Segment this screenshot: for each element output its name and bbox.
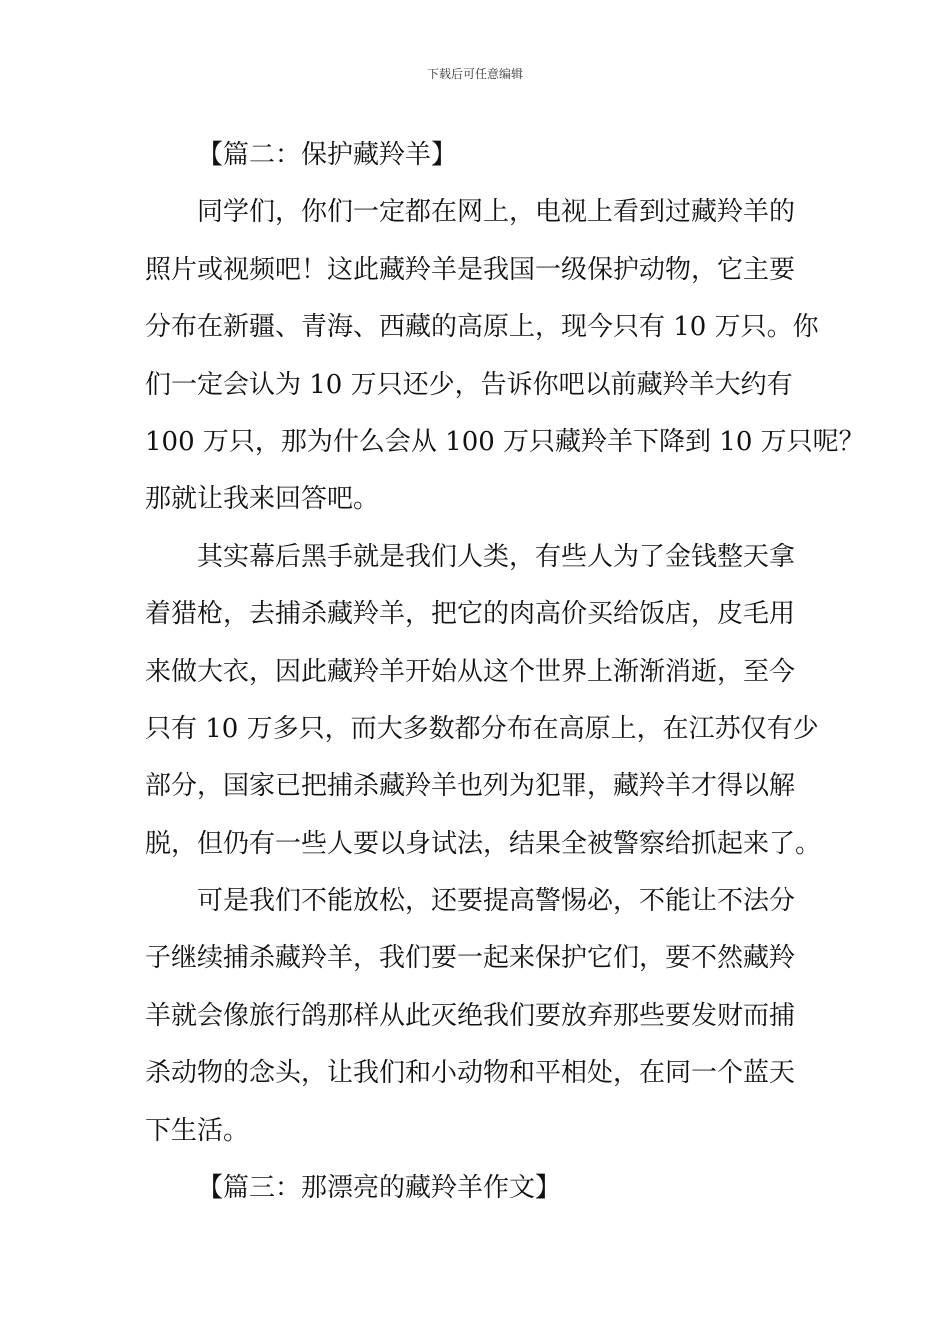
paragraph-line: 同学们，你们一定都在网上，电视上看到过藏羚羊的 (197, 197, 796, 228)
paragraph-line: 杀动物的念头，让我们和小动物和平相处，在同一个蓝天 (145, 1058, 796, 1089)
paragraph-line: 羊就会像旅行鸽那样从此灭绝我们要放弃那些要发财而捕 (145, 1000, 796, 1031)
paragraph-line: 们一定会认为 10 万只还少，告诉你吧以前藏羚羊大约有 (145, 369, 793, 400)
paragraph-line: 着猎枪，去捕杀藏羚羊，把它的肉高价买给饭店，皮毛用 (145, 599, 796, 630)
document-body (145, 127, 865, 1217)
paragraph-line: 可是我们不能放松，还要提高警惕必，不能让不法分 (197, 886, 796, 917)
paragraph-line: 脱，但仍有一些人要以身试法，结果全被警察给抓起来了。 (145, 828, 822, 859)
paragraph-line: 部分，国家已把捕杀藏羚羊也列为犯罪，藏羚羊才得以解 (145, 771, 796, 802)
paragraph-line: 只有 10 万多只，而大多数都分布在高原上，在江苏仅有少 (145, 713, 819, 744)
section-heading: 【篇二：保护藏羚羊】 (197, 140, 458, 170)
section-heading: 【篇三：那漂亮的藏羚羊作文】 (197, 1173, 562, 1204)
paragraph-line: 子继续捕杀藏羚羊，我们要一起来保护它们，要不然藏羚 (145, 943, 796, 974)
page-header-note: 下载后可任意编辑 (426, 67, 523, 81)
paragraph-line: 分布在新疆、青海、西藏的高原上，现今只有 10 万只。你 (145, 312, 819, 343)
paragraph-line: 那就让我来回答吧。 (145, 484, 380, 515)
paragraph-line: 100 万只，那为什么会从 100 万只藏羚羊下降到 10 万只呢？ (145, 426, 865, 457)
paragraph-line: 其实幕后黑手就是我们人类，有些人为了金钱整天拿 (197, 541, 796, 572)
paragraph-line: 下生活。 (145, 1115, 250, 1146)
paragraph-line: 来做大衣，因此藏羚羊开始从这个世界上渐渐消逝，至今 (145, 656, 796, 687)
paragraph-line: 照片或视频吧！这此藏羚羊是我国一级保护动物，它主要 (145, 254, 796, 285)
